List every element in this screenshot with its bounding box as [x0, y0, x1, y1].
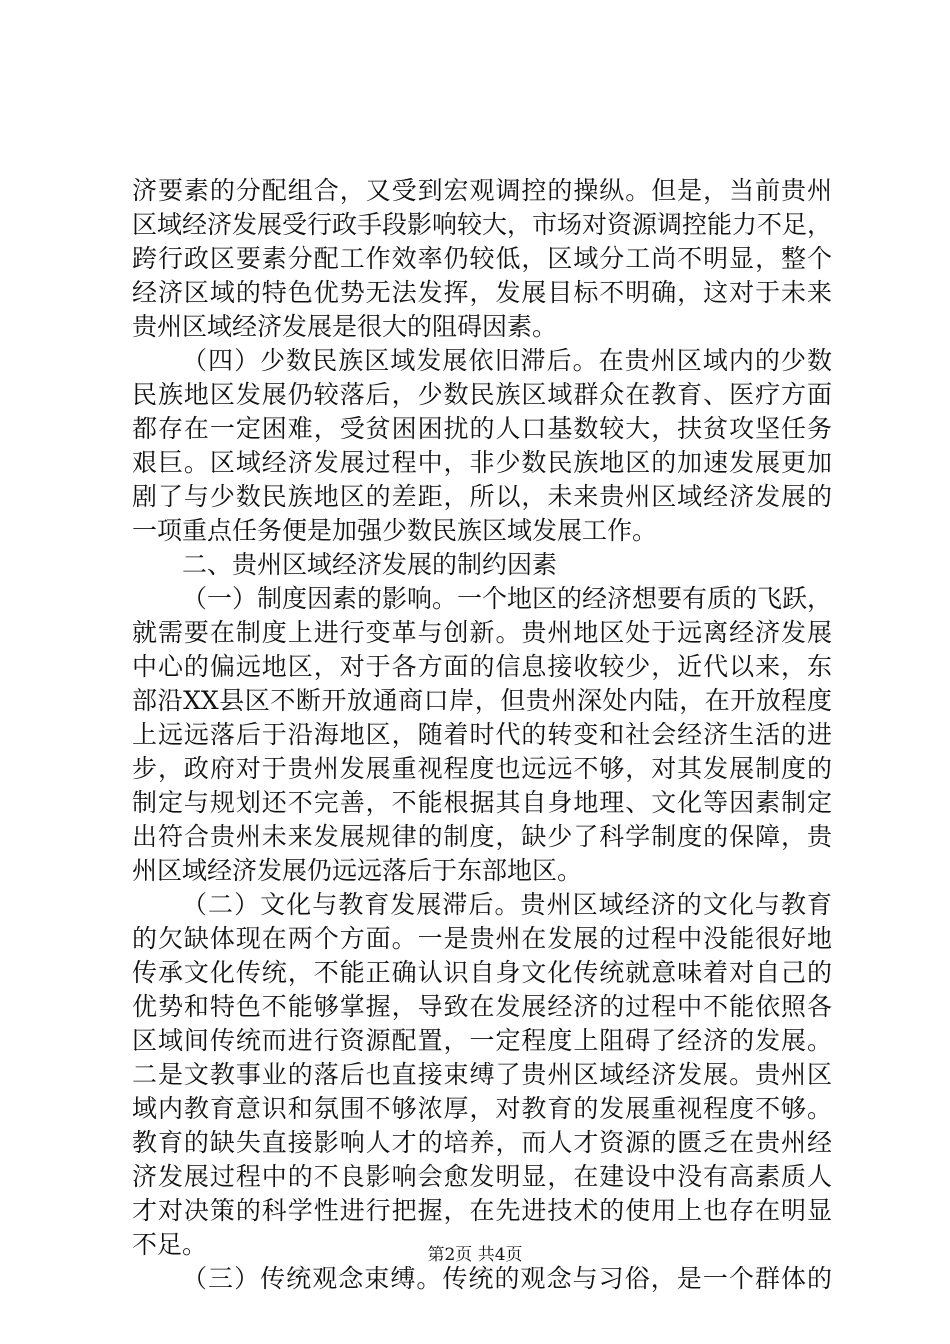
text-line: 中心的偏远地区，对于各方面的信息接收较少，近代以来，东: [132, 652, 832, 681]
text-line: 贵州区域经济发展是很大的阻碍因素。: [132, 312, 558, 341]
text-line: 区域经济发展受行政手段影响较大，市场对资源调控能力不足，: [132, 210, 832, 239]
text-line: （一）制度因素的影响。一个地区的经济想要有质的飞跃，: [182, 584, 832, 613]
text-line: 区域间传统而进行资源配置，一定程度上阻碍了经济的发展。: [132, 1026, 832, 1055]
text-line: 教育的缺失直接影响人才的培养，而人才资源的匮乏在贵州经: [132, 1128, 832, 1157]
text-line: 济发展过程中的不良影响会愈发明显，在建设中没有高素质人: [132, 1162, 832, 1191]
text-line: 部沿XX县区不断开放通商口岸，但贵州深处内陆，在开放程度: [132, 686, 832, 715]
text-line: 民族地区发展仍较落后，少数民族区域群众在教育、医疗方面: [132, 380, 832, 409]
text-line: 域内教育意识和氛围不够浓厚，对教育的发展重视程度不够。: [132, 1094, 832, 1123]
text-line: 二是文教事业的落后也直接束缚了贵州区域经济发展。贵州区: [132, 1060, 832, 1089]
text-line: 跨行政区要素分配工作效率仍较低，区域分工尚不明显，整个: [132, 244, 832, 273]
text-line: 优势和特色不能够掌握，导致在发展经济的过程中不能依照各: [132, 992, 832, 1021]
page-footer: 第2页 共4页: [427, 1245, 523, 1265]
text-line: 不足。: [132, 1230, 208, 1259]
text-line: 二、贵州区域经济发展的制约因素: [182, 550, 558, 579]
text-line: （二）文化与教育发展滞后。贵州区域经济的文化与教育: [182, 890, 832, 919]
text-line: 上远远落后于沿海地区，随着时代的转变和社会经济生活的进: [132, 720, 832, 749]
text-line: 济要素的分配组合，又受到宏观调控的操纵。但是，当前贵州: [132, 176, 832, 205]
text-line: 制定与规划还不完善，不能根据其自身地理、文化等因素制定: [132, 788, 832, 817]
text-line: 州区域经济发展仍远远落后于东部地区。: [132, 856, 583, 885]
text-line: 艰巨。区域经济发展过程中，非少数民族地区的加速发展更加: [132, 448, 832, 477]
text-line: （三）传统观念束缚。传统的观念与习俗，是一个群体的: [182, 1264, 832, 1293]
text-line: 的欠缺体现在两个方面。一是贵州在发展的过程中没能很好地: [132, 924, 832, 953]
text-line: 传承文化传统，不能正确认识自身文化传统就意味着对自己的: [132, 958, 832, 987]
text-line: 剧了与少数民族地区的差距，所以，未来贵州区域经济发展的: [132, 482, 832, 511]
text-line: 经济区域的特色优势无法发挥，发展目标不明确，这对于未来: [132, 278, 832, 307]
text-line: 步，政府对于贵州发展重视程度也远远不够，对其发展制度的: [132, 754, 832, 783]
text-line: 就需要在制度上进行变革与创新。贵州地区处于远离经济发展: [132, 618, 832, 647]
text-line: 一项重点任务便是加强少数民族区域发展工作。: [132, 516, 658, 545]
body-text: [132, 174, 832, 1296]
text-line: 才对决策的科学性进行把握，在先进技术的使用上也存在明显: [132, 1196, 832, 1225]
text-line: （四）少数民族区域发展依旧滞后。在贵州区域内的少数: [182, 346, 832, 375]
text-line: 出符合贵州未来发展规律的制度，缺少了科学制度的保障，贵: [132, 822, 832, 851]
text-line: 都存在一定困难，受贫困困扰的人口基数较大，扶贫攻坚任务: [132, 414, 832, 443]
